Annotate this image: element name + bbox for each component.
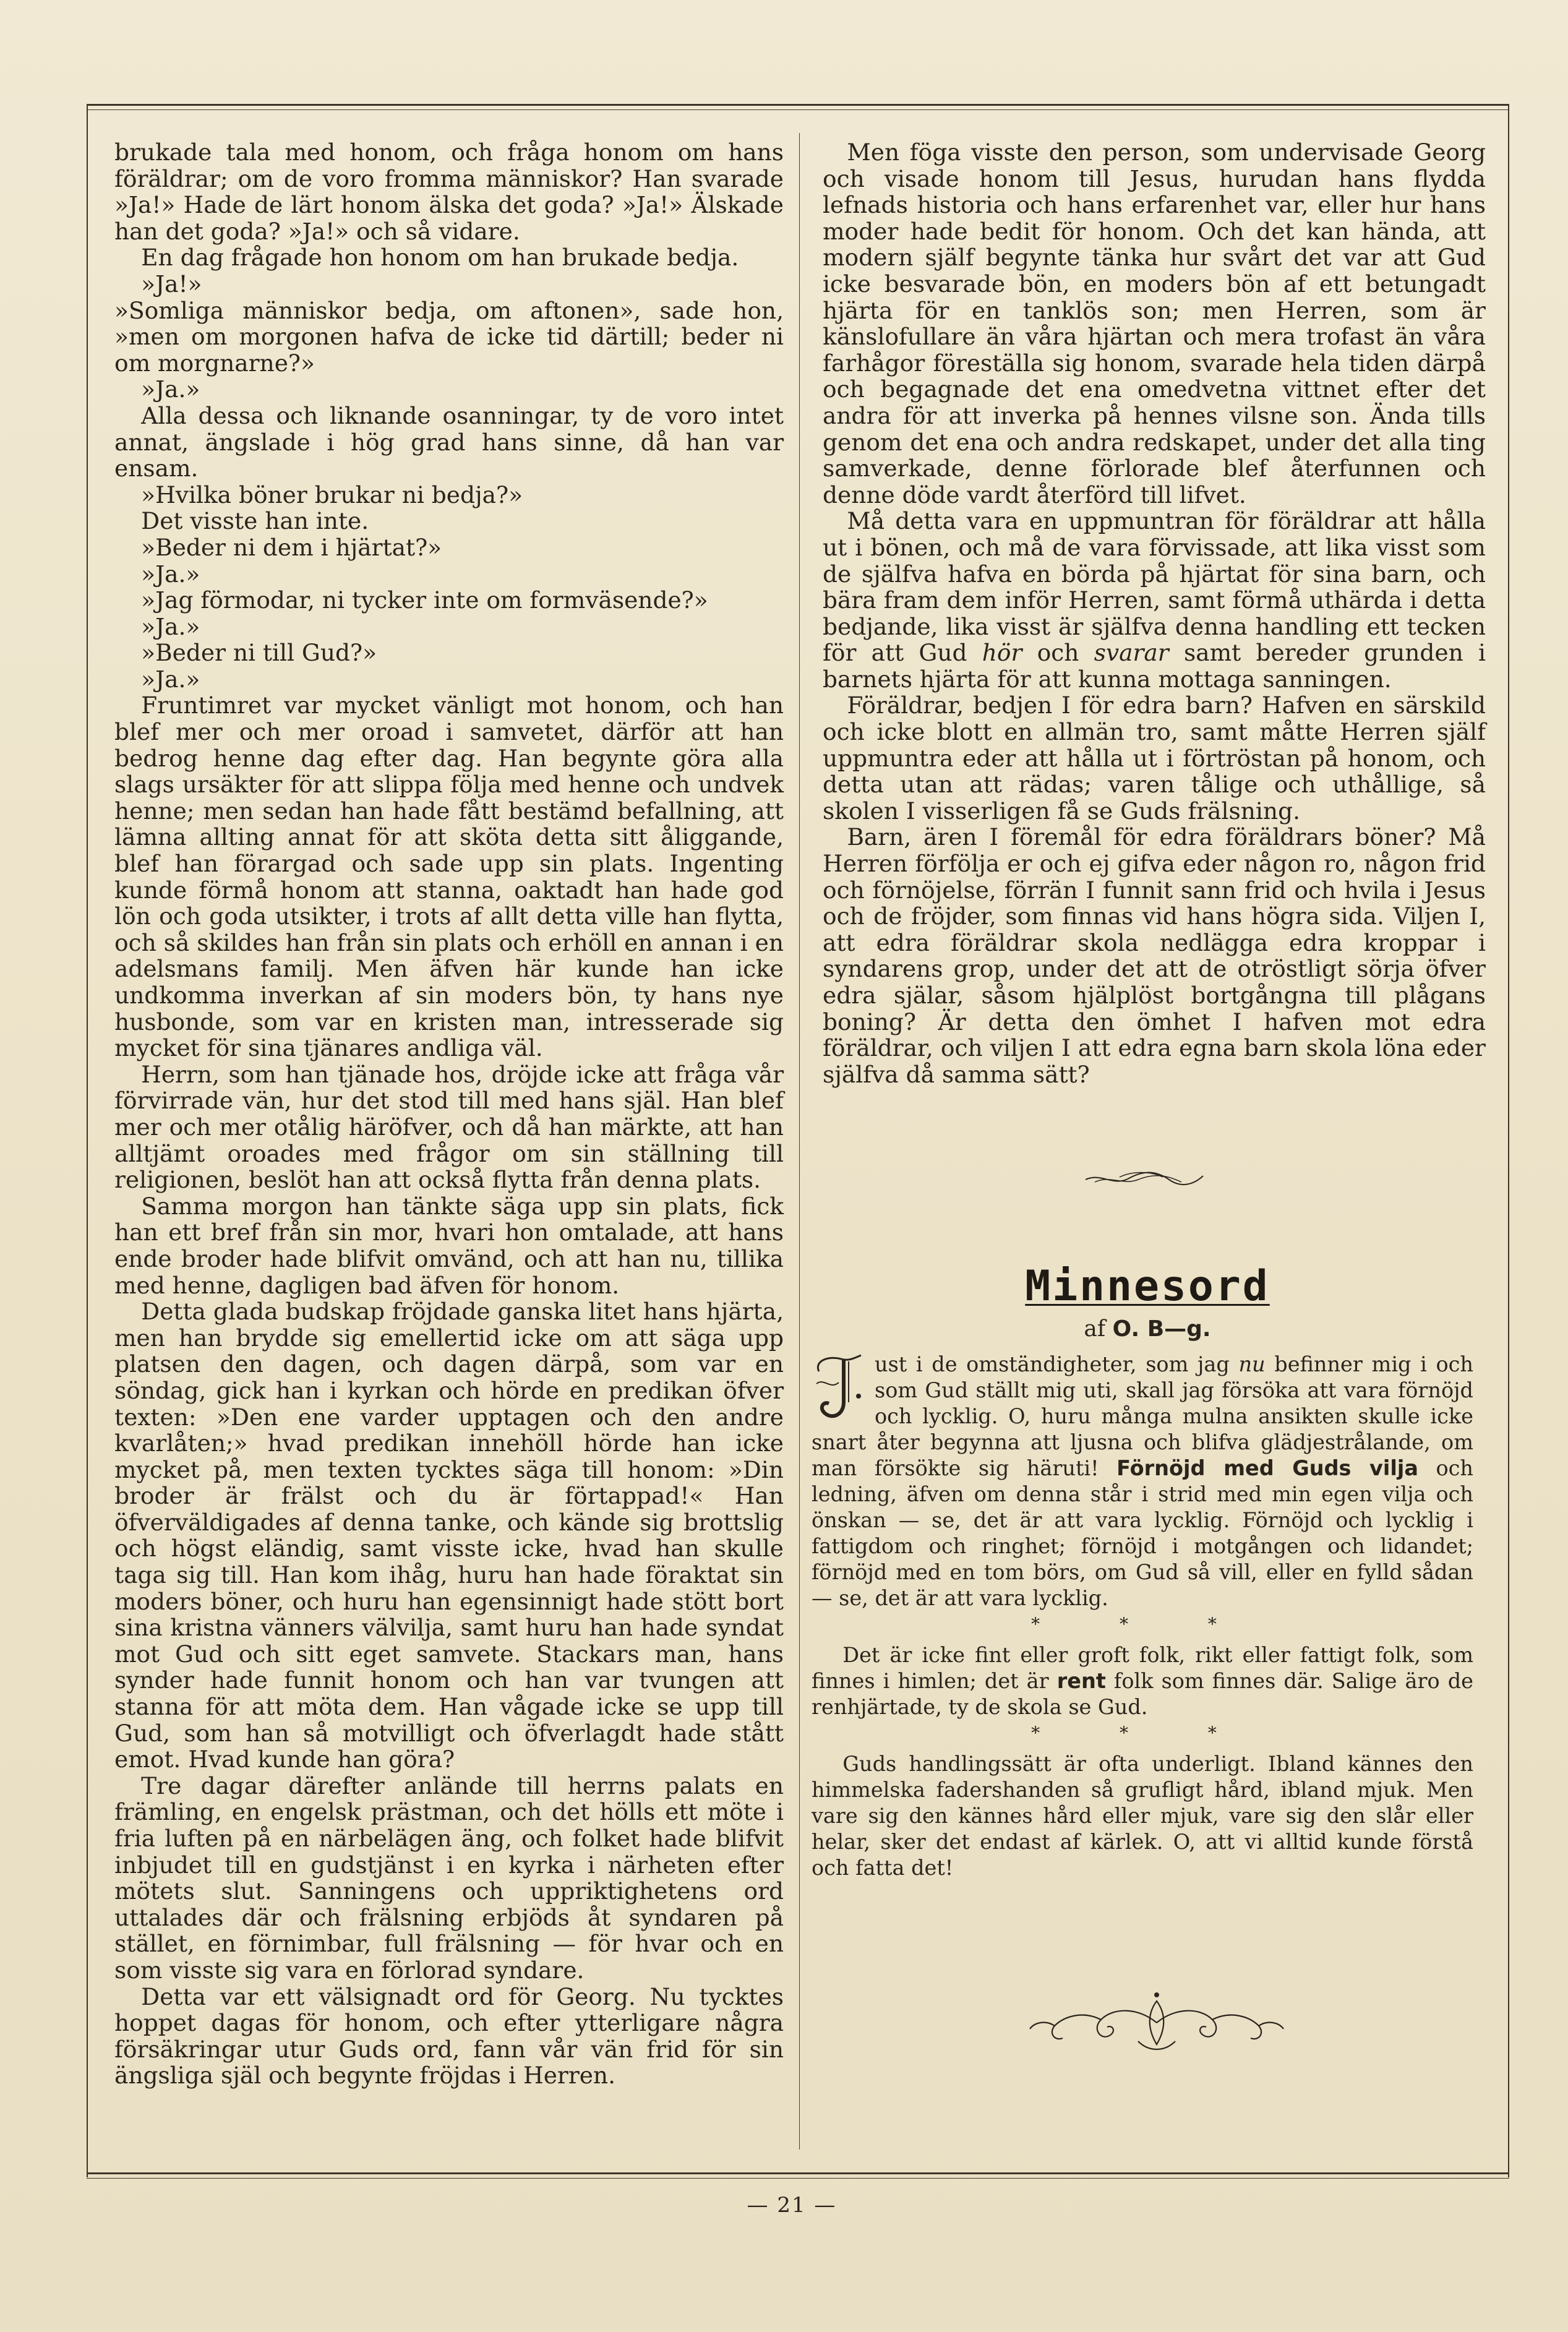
paragraph: brukade tala med honom, och fråga honom om hans föräldrar; om de voro fromma människor? Han svarade »Ja!» Hade de lärt honom älska det goda? »Ja!» Älskade han det goda? »Ja!» och så vidare. xyxy=(114,139,784,245)
page-number: — 21 — xyxy=(747,2193,837,2218)
floral-ornament-icon xyxy=(1021,1989,1293,2057)
section-stars: * * * xyxy=(1031,1614,1254,1634)
right-border-rule xyxy=(1508,104,1509,2177)
paragraph: Detta glada budskap fröjdade ganska litet hans hjärta, men han brydde sig emellertid icke om att säga upp platsen den dagen, och dagen därpå, som var en söndag, gick han i kyrkan och hörde en predikan öfver texten: »Den ene varder upptagen och den andre kvarlåten;» hvad predikan innehöll hörde han icke mycket på, men texten tycktes säga till honom: »Din broder är frälst och du är förtappad!« Han öfverväldigades af denna tanke, och kände sig brottslig och högst eländig, samt visste icke, hvad han skulle taga sig till. Han kom ihåg, huru han hade föraktat sin moders böner, och huru han egensinnigt hade stött bort sina kristna vänners välvilja, samt huru han hade syndat mot Gud och sitt eget samvete. Stackars man, hans synder hade funnit honom och han var tvungen att stanna för att möta dem. Han vågade icke se upp till Gud, som han så motvilligt och öfverlagdt hade stått emot. Hvad kunde han göra? xyxy=(114,1298,784,1773)
paragraph: »Beder ni dem i hjärtat?» xyxy=(141,533,442,561)
paragraph: »Hvilka böner brukar ni bedja?» xyxy=(141,481,523,508)
paragraph: »Ja.» xyxy=(141,665,200,693)
paragraph: Fruntimret var mycket vänligt mot honom, och han blef mer och mer oroad i samvetet, därför att han bedrog henne dag efter dag. Han begynte göra alla slags ursäkter för att slippa följa med henne och undvek henne; men sedan han hade fått bestämd befallning, att lämna allting annat för att sköta detta sitt åliggande, blef han förargad och sade upp sin plats. Ingenting kunde förmå honom att stanna, oaktadt han hade god lön och goda utsikter, i trots af allt detta ville han flytta, och så skildes han från sin plats och erhöll en annan i en adelsmans familj. Men äfven här kunde han icke undkomma inverkan af sin moders bön, ty hans nye husbonde, som var en kristen man, intresserade sig mycket för sina tjänares andliga väl. xyxy=(114,692,784,1062)
left-border-rule xyxy=(87,104,88,2177)
column-divider xyxy=(799,133,800,2150)
paragraph: »Ja!» xyxy=(141,270,202,298)
paragraph: »Ja.» xyxy=(141,560,200,588)
byline xyxy=(980,1316,1314,1342)
byline-prefix: af xyxy=(1084,1316,1106,1342)
paragraph xyxy=(823,508,1486,692)
text-run: Må detta vara en uppmuntran för föräldrar att hålla ut i bönen, och må de vara förvissade, att lika visst som de själfva hafva en börda på hjärtat för sina barn, och bära fram dem inför Herren, samt förmå uthärda i detta bedjande, lika visst är själfva denna handling ett tecken för att Gud xyxy=(823,507,1486,667)
paragraph: »Somliga människor bedja, om aftonen», sade hon, »men om morgonen hafva de icke tid därtill; beder ni om morgnarne?» xyxy=(114,296,784,377)
minnesord-article xyxy=(812,1352,1473,1881)
paragraph: Alla dessa och liknande osanningar, ty de voro intet annat, ängslade i hög grad hans sinne, då han var ensam. xyxy=(114,401,784,482)
text-run: och xyxy=(1022,639,1094,667)
paragraph: En dag frågade hon honom om han brukade bedja. xyxy=(141,244,739,272)
italic-word: nu xyxy=(1238,1352,1266,1376)
bottom-border-rule xyxy=(87,2172,1509,2179)
right-column xyxy=(823,139,1486,1087)
paragraph: Föräldrar, bedjen I för edra barn? Hafven en särskild och icke blott en allmän tro, samt måtte Herren själf uppmuntra eder att hålla ut i förtröstan på honom, och detta utan att rädas; varen tålige och uthållige, så skolen I visserligen få se Guds frälsning. xyxy=(823,692,1486,825)
paragraph: »Ja.» xyxy=(141,612,200,640)
paragraph: Guds handlingssätt är ofta underligt. Ibland kännes den himmelska fadershanden så grufligt hård, ibland mjuk. Men vare sig den kännes hård eller mjuk, vare sig den slår eller helar, sker det endast af kärlek. O, att vi alltid kunde förstå och fatta det! xyxy=(812,1752,1473,1880)
paragraph: Men föga visste den person, som undervisade Georg och visade honom till Jesus, hurudan hans flydda lefnads historia och hans erfarenhet var, eller hur hans moder hade bedit för honom. Och det kan hända, att modern själf begynte tänka hur svårt det var att Gud icke besvarade bön, en moders bön af ett betungadt hjärta för en tanklös son; men Herren, som är känslofullare än våra hjärtan och mera trofast än våra farhågor föreställa sig honom, svarade hela tiden därpå och begagnade det ena omedvetna vittnet efter det andra för att inverka på hennes vilsne son. Ända tills genom det ena och andra redskapet, under det alla ting samverkade, denne förlorade blef återfunnen och denne döde vardt återförd till lifvet. xyxy=(823,139,1486,508)
paragraph: Herrn, som han tjänade hos, dröjde icke att fråga vår förvirrade vän, hur det stod till med hans själ. Han blef mer och mer otålig häröfver, och då han märkte, att han alltjämt oroades med frågor om sin ställning till religionen, beslöt han att också flytta från denna plats. xyxy=(114,1060,784,1194)
paragraph: Samma morgon han tänkte säga upp sin plats, fick han ett bref från sin mor, hvari hon omtalade, att hans ende broder hade blifvit omvänd, och att han nu, tillika med henne, dagligen bad äfven för honom. xyxy=(114,1192,784,1299)
paragraph: Barn, ären I föremål för edra föräldrars böner? Må Herren förfölja er och ej gifva eder någon ro, någon frid och förnöjelse, förrän I funnit sann frid och hvila i Jesus och de fröjder, som finnas vid hans högra sida. Viljen I, att edra föräldrar skola nedlägga edra kroppar i syndarens grop, under det att de otröstligt sörja öfver edra själar, såsom hjälplöst bortgångna till plågans boning? Är detta den ömhet I hafven mot edra föräldrar, och viljen I att edra egna barn skola löna eder själfva då samma sätt? xyxy=(823,823,1486,1088)
dropcap-j-icon xyxy=(812,1353,867,1424)
text-run: Det är icke fint eller groft folk, rikt eller fattigt folk, som finnes i himlen; det är xyxy=(812,1643,1473,1693)
italic-word: hör xyxy=(982,639,1022,667)
text-run: folk som finnes där. Salige äro de renhjärtade, ty de skola se Gud. xyxy=(812,1669,1473,1719)
paragraph xyxy=(812,1642,1473,1720)
bold-phrase: Förnöjd med Guds vilja xyxy=(1116,1456,1418,1480)
text-run: och ledning, äfven om denna står i strid med min egen vilja och önskan — se, det är att vara lycklig. Förnöjd och lycklig i fattigdom och ringhet; förnöjd i motgången och lidandet; förnöjd med en tom börs, om Gud så vill, eller en fylld sådan — se, det är att vara lycklig. xyxy=(812,1456,1473,1610)
text-run: ust i de omständigheter, som jag xyxy=(875,1352,1239,1376)
paragraph: Detta var ett välsignadt ord för Georg. Nu tycktes hoppet dagas för honom, och efter ytterligare några försäkringar utur Guds ord, fann vår vän frid för sin ängsliga själ och begynte fröjdas i Herren. xyxy=(114,1983,784,2090)
text-run: samt bereder grunden i barnets hjärta för att kunna mottaga sanningen. xyxy=(823,639,1486,693)
swash-divider-icon xyxy=(1082,1166,1206,1191)
section-stars: * * * xyxy=(1031,1723,1254,1743)
paragraph: Tre dagar därefter anlände till herrns palats en främling, en engelsk prästman, och det hölls ett möte i fria luften på en närbelägen äng, och folket hade blifvit inbjudet till en gudstjänst i en kyrka i närheten efter mötets slut. Sanningens och uppriktighetens ord uttalades där och frälsning erbjöds åt syndaren på stället, en förnimbar, full frälsning — för hvar och en som visste sig vara en förlorad syndare. xyxy=(114,1772,784,1984)
bold-word: rent xyxy=(1056,1669,1106,1693)
left-column xyxy=(114,139,784,2089)
paragraph: »Jag förmodar, ni tycker inte om formväsende?» xyxy=(141,586,708,614)
paragraph: »Beder ni till Gud?» xyxy=(141,639,377,667)
text-run: befinner mig i och som Gud ställt mig uti, skall jag försöka att vara förnöjd och lycklig. O, huru många mulna ansikten skulle icke snart åter begynna att ljusna och blifva glädjestrålande, om man försökte sig häruti! xyxy=(812,1352,1474,1480)
paragraph: »Ja.» xyxy=(141,375,200,403)
article-title: Minnesord xyxy=(1025,1262,1270,1311)
paragraph xyxy=(812,1352,1473,1611)
top-border-rule xyxy=(87,104,1509,110)
italic-word: svarar xyxy=(1094,639,1169,667)
paragraph: Det visste han inte. xyxy=(141,507,369,535)
byline-author: O. B—g. xyxy=(1112,1316,1211,1342)
